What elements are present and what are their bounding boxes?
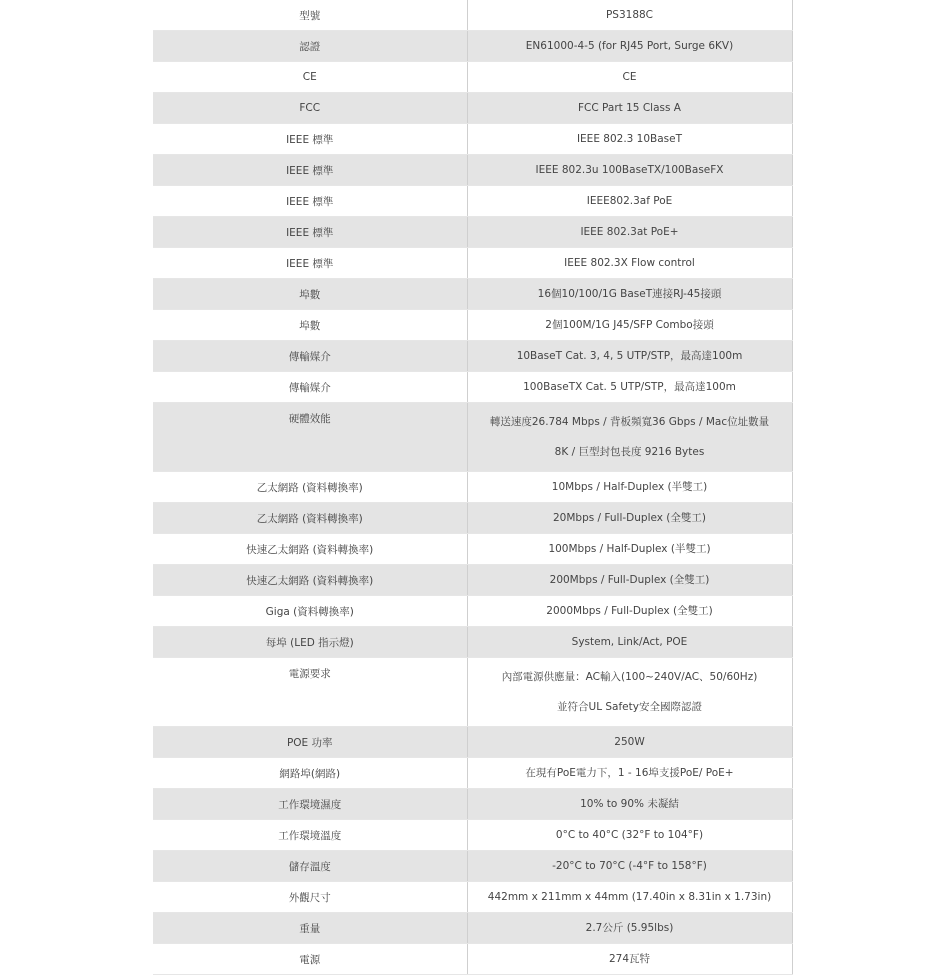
- spec-value: [467, 248, 792, 279]
- spec-value: [467, 565, 792, 596]
- spec-label: CE: [153, 62, 467, 93]
- spec-label: 工作環境濕度: [153, 789, 467, 820]
- spec-table-body: [153, 0, 792, 975]
- spec-label: 儲存溫度: [153, 851, 467, 882]
- spec-label: 網路埠(網路): [153, 758, 467, 789]
- spec-row: [153, 93, 792, 124]
- spec-value: [467, 186, 792, 217]
- spec-row: [153, 565, 792, 596]
- spec-label: 型號: [153, 0, 467, 31]
- spec-value-line: 250W: [614, 736, 645, 748]
- spec-row: [153, 372, 792, 403]
- spec-row: [153, 62, 792, 93]
- spec-label: IEEE 標準: [153, 217, 467, 248]
- spec-value-line: 轉送速度26.784 Mbps / 背板頻寬36 Gbps / Mac位址數量: [489, 416, 770, 428]
- spec-value: [467, 279, 792, 310]
- spec-label: 重量: [153, 913, 467, 944]
- spec-row: [153, 820, 792, 851]
- spec-value: [467, 727, 792, 758]
- spec-row: [153, 186, 792, 217]
- spec-row: [153, 31, 792, 62]
- spec-value: [467, 658, 792, 727]
- spec-value: [467, 503, 792, 534]
- spec-value-line: 20Mbps / Full-Duplex (全雙工): [552, 512, 707, 524]
- spec-row: [153, 627, 792, 658]
- spec-row: [153, 596, 792, 627]
- spec-value-line: 10Mbps / Half-Duplex (半雙工): [551, 481, 708, 493]
- spec-value: [467, 789, 792, 820]
- spec-value-line: 274瓦特: [608, 953, 651, 965]
- spec-label: FCC: [153, 93, 467, 124]
- spec-value-line: 10BaseT Cat. 3, 4, 5 UTP/STP，最高達100m: [516, 350, 743, 362]
- spec-value-line: IEEE 802.3u 100BaseTX/100BaseFX: [535, 164, 724, 176]
- spec-row: [153, 248, 792, 279]
- spec-value-line: EN61000-4-5 (for RJ45 Port, Surge 6KV): [525, 40, 734, 52]
- spec-label: 工作環境溫度: [153, 820, 467, 851]
- spec-value: [467, 341, 792, 372]
- spec-row: [153, 503, 792, 534]
- spec-label: IEEE 標準: [153, 186, 467, 217]
- spec-value-line: 內部電源供應量：AC輸入(100~240V/AC、50/60Hz): [501, 671, 758, 683]
- spec-value: [467, 403, 792, 472]
- spec-label: 傳輸媒介: [153, 341, 467, 372]
- spec-label: 快速乙太網路 (資料轉換率): [153, 565, 467, 596]
- spec-value-line: FCC Part 15 Class A: [578, 102, 681, 114]
- spec-row: [153, 155, 792, 186]
- spec-value-line: CE: [622, 71, 637, 83]
- spec-row: [153, 944, 792, 975]
- spec-label: 電源: [153, 944, 467, 975]
- spec-value-line: IEEE 802.3at PoE+: [580, 226, 679, 238]
- spec-value: [467, 820, 792, 851]
- spec-value-line: -20°C to 70°C (-4°F to 158°F): [552, 860, 707, 872]
- spec-label: 傳輸媒介: [153, 372, 467, 403]
- spec-value-line: IEEE 802.3X Flow control: [564, 257, 695, 269]
- spec-row: [153, 789, 792, 820]
- spec-label: IEEE 標準: [153, 155, 467, 186]
- spec-label: 硬體效能: [153, 403, 467, 472]
- spec-row: [153, 310, 792, 341]
- spec-value-line: 2.7公斤 (5.95lbs): [585, 922, 674, 934]
- spec-value: [467, 758, 792, 789]
- spec-label: 快速乙太網路 (資料轉換率): [153, 534, 467, 565]
- spec-value-line: PS3188C: [605, 9, 654, 21]
- spec-label: 乙太網路 (資料轉換率): [153, 472, 467, 503]
- spec-row: [153, 217, 792, 248]
- spec-value-line: 10% to 90% 未凝結: [580, 798, 679, 810]
- spec-value: [467, 851, 792, 882]
- spec-value-line: 16個10/100/1G BaseT連接RJ-45接頭: [537, 288, 722, 300]
- spec-value-line: 0°C to 40°C (32°F to 104°F): [555, 829, 704, 841]
- spec-row: [153, 279, 792, 310]
- spec-label: IEEE 標準: [153, 124, 467, 155]
- spec-row: [153, 658, 792, 727]
- spec-label: Giga (資料轉換率): [153, 596, 467, 627]
- spec-value-line: 100BaseTX Cat. 5 UTP/STP，最高達100m: [523, 381, 736, 393]
- spec-label: IEEE 標準: [153, 248, 467, 279]
- spec-table: [153, 0, 793, 975]
- spec-row: [153, 472, 792, 503]
- spec-value-line: IEEE802.3af PoE: [586, 195, 673, 207]
- spec-value: [467, 310, 792, 341]
- spec-label: 認證: [153, 31, 467, 62]
- spec-row: [153, 882, 792, 913]
- spec-value: [467, 913, 792, 944]
- spec-label: 電源要求: [153, 658, 467, 727]
- spec-row: [153, 913, 792, 944]
- spec-label: 埠數: [153, 279, 467, 310]
- spec-row: [153, 124, 792, 155]
- spec-value-line: 100Mbps / Half-Duplex (半雙工): [548, 543, 711, 555]
- spec-label: 埠數: [153, 310, 467, 341]
- spec-label: 外觀尺寸: [153, 882, 467, 913]
- spec-row: [153, 341, 792, 372]
- spec-row: [153, 727, 792, 758]
- spec-value: [467, 627, 792, 658]
- spec-value: [467, 596, 792, 627]
- spec-value-line: System, Link/Act, POE: [571, 636, 688, 648]
- spec-row: [153, 758, 792, 789]
- spec-row: [153, 534, 792, 565]
- spec-value-line: 2個100M/1G J45/SFP Combo接頭: [545, 319, 714, 331]
- spec-value: [467, 372, 792, 403]
- spec-row: [153, 851, 792, 882]
- spec-value: [467, 217, 792, 248]
- spec-label: POE 功率: [153, 727, 467, 758]
- spec-value-line: 442mm x 211mm x 44mm (17.40in x 8.31in x 1.73in): [487, 891, 772, 903]
- spec-value: [467, 62, 792, 93]
- spec-label: 乙太網路 (資料轉換率): [153, 503, 467, 534]
- spec-value: [467, 0, 792, 31]
- spec-value: [467, 534, 792, 565]
- spec-value: [467, 93, 792, 124]
- spec-value-line: 8K / 巨型封包長度 9216 Bytes: [554, 446, 705, 458]
- spec-value-line: 200Mbps / Full-Duplex (全雙工): [549, 574, 710, 586]
- spec-value: [467, 882, 792, 913]
- spec-value: [467, 155, 792, 186]
- spec-value: [467, 944, 792, 975]
- spec-row: [153, 0, 792, 31]
- spec-value: [467, 124, 792, 155]
- spec-value-line: 並符合UL Safety安全國際認證: [557, 701, 702, 713]
- spec-value: [467, 31, 792, 62]
- spec-value: [467, 472, 792, 503]
- spec-label: 每埠 (LED 指示燈): [153, 627, 467, 658]
- spec-value-line: IEEE 802.3 10BaseT: [576, 133, 683, 145]
- spec-value-line: 在現有PoE電力下，1 - 16埠支援PoE/ PoE+: [525, 767, 734, 779]
- spec-row: [153, 403, 792, 472]
- spec-value-line: 2000Mbps / Full-Duplex (全雙工): [546, 605, 713, 617]
